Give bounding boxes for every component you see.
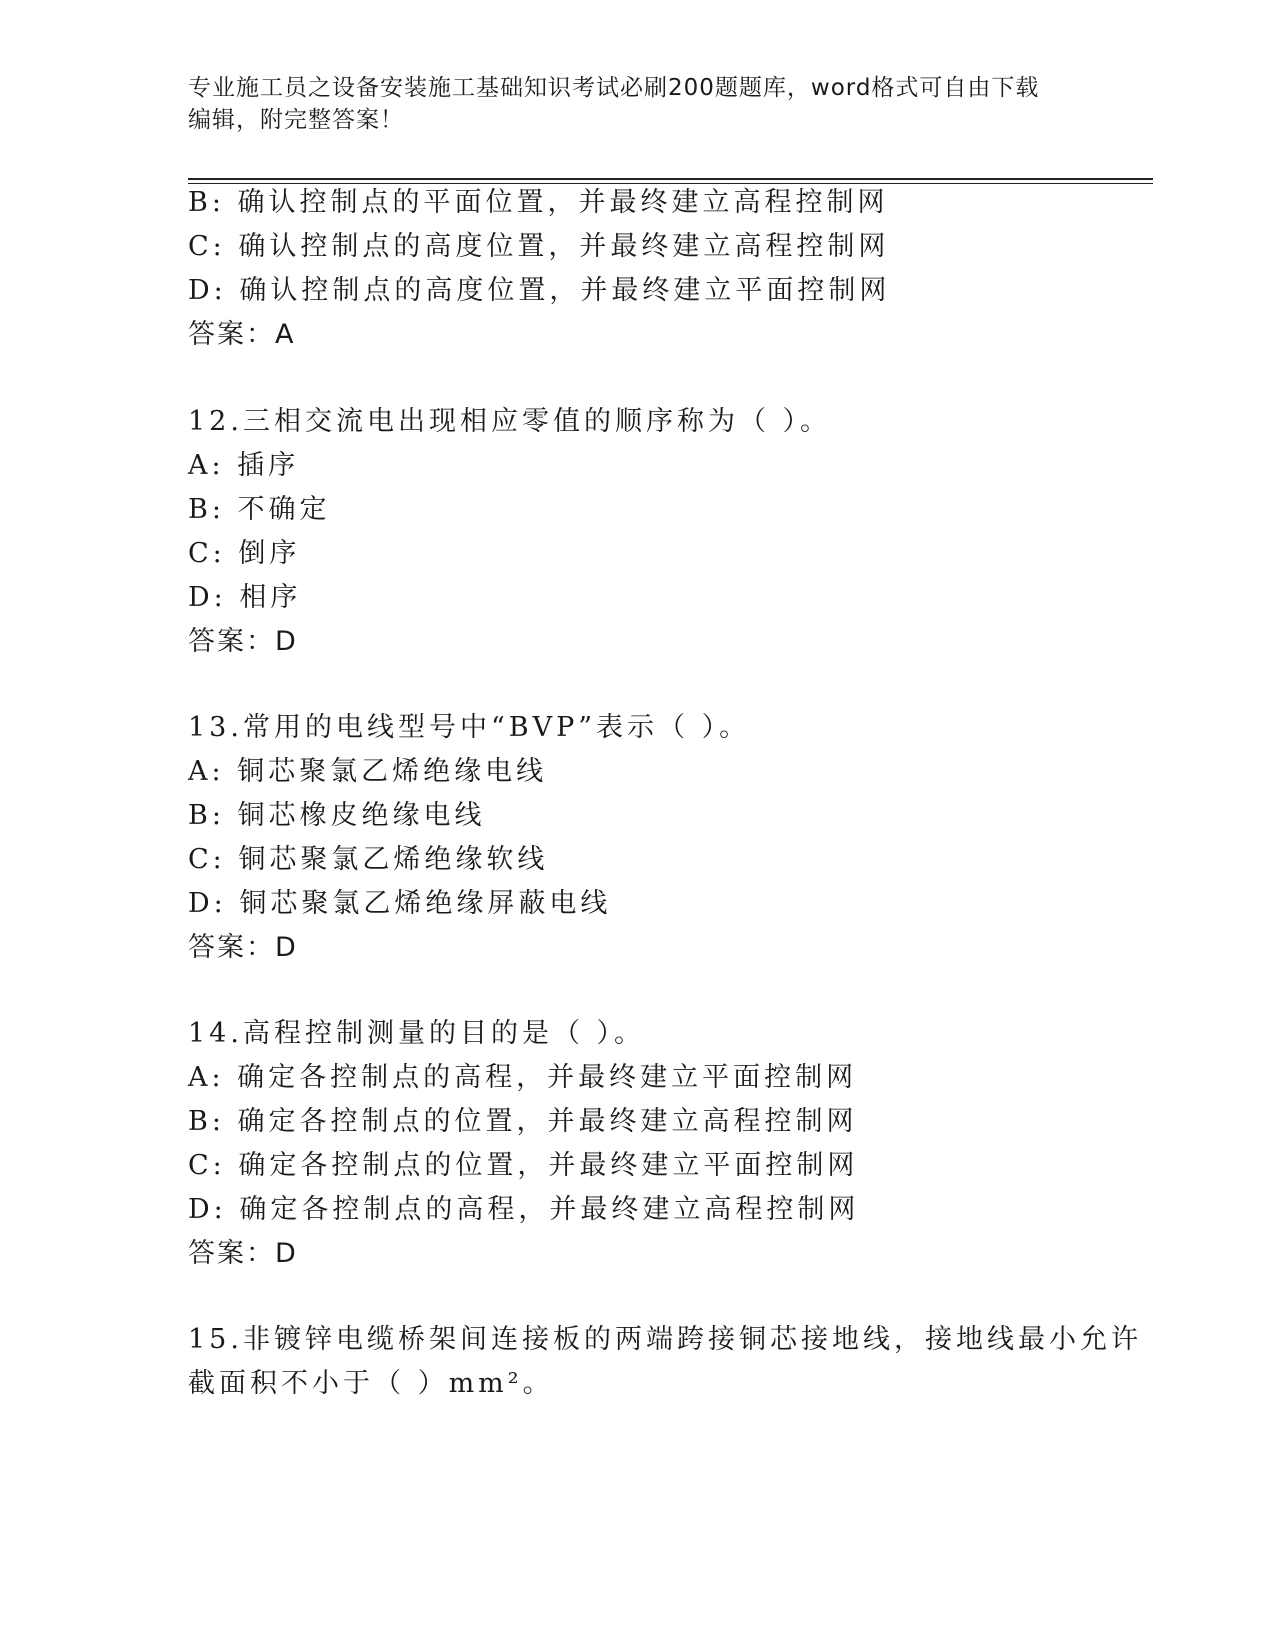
document-header xyxy=(188,72,1088,136)
header-title-line-2: 编辑，附完整答案！ xyxy=(188,107,404,133)
header-rule xyxy=(188,178,1153,180)
q14-answer: 答案：D xyxy=(188,1238,298,1269)
q12-option-a: A: 插序 xyxy=(188,450,300,481)
q13-answer: 答案：D xyxy=(188,932,298,963)
q11-option-d: D: 确认控制点的高度位置，并最终建立平面控制网 xyxy=(188,275,891,306)
q14-option-b: B: 确定各控制点的位置，并最终建立高程控制网 xyxy=(188,1106,858,1137)
q13-option-b: B: 铜芯橡皮绝缘电线 xyxy=(188,800,486,831)
q12-option-d: D: 相序 xyxy=(188,582,302,613)
q12-answer: 答案：D xyxy=(188,626,298,657)
q15-question-line-2: 截面积不小于（ ）mm²。 xyxy=(188,1368,554,1399)
q11-answer: 答案：A xyxy=(188,319,296,350)
q14-option-d: D: 确定各控制点的高程，并最终建立高程控制网 xyxy=(188,1194,860,1225)
header-rule-secondary xyxy=(188,183,1153,184)
q12-option-b: B: 不确定 xyxy=(188,494,331,525)
q11-option-c: C: 确认控制点的高度位置，并最终建立高程控制网 xyxy=(188,231,890,262)
q15-question-line-1: 15.非镀锌电缆桥架间连接板的两端跨接铜芯接地线，接地线最小允许 xyxy=(188,1324,1142,1355)
q11-option-b: B: 确认控制点的平面位置，并最终建立高程控制网 xyxy=(188,187,889,218)
q12-question: 12.三相交流电出现相应零值的顺序称为（ ）。 xyxy=(188,406,832,437)
q14-option-a: A: 确定各控制点的高程，并最终建立平面控制网 xyxy=(188,1062,858,1093)
q14-option-c: C: 确定各控制点的位置，并最终建立平面控制网 xyxy=(188,1150,859,1181)
q13-question: 13.常用的电线型号中“BVP”表示（ ）。 xyxy=(188,712,751,743)
header-title-line-1: 专业施工员之设备安装施工基础知识考试必刷200题题库，word格式可自由下载 xyxy=(188,75,1040,101)
q13-option-a: A: 铜芯聚氯乙烯绝缘电线 xyxy=(188,756,548,787)
q12-option-c: C: 倒序 xyxy=(188,538,301,569)
q13-option-c: C: 铜芯聚氯乙烯绝缘软线 xyxy=(188,844,549,875)
q13-option-d: D: 铜芯聚氯乙烯绝缘屏蔽电线 xyxy=(188,888,612,919)
q14-question: 14.高程控制测量的目的是（ ）。 xyxy=(188,1018,646,1049)
